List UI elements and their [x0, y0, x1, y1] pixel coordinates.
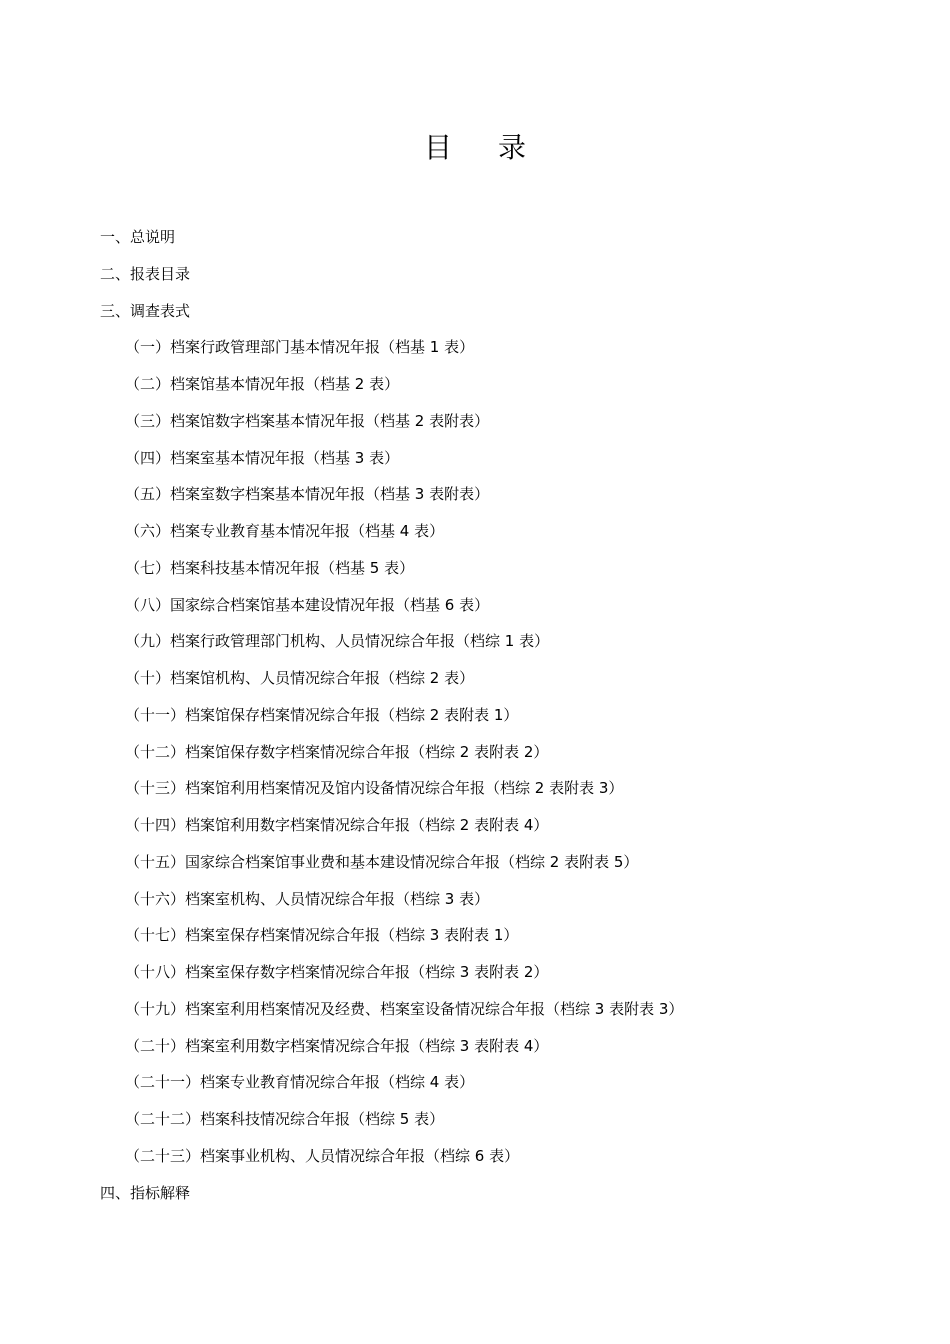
- toc-subsection-entry: （二十）档案室利用数字档案情况综合年报（档综 3 表附表 4）: [125, 1036, 549, 1055]
- toc-subsection-entry: （八）国家综合档案馆基本建设情况年报（档基 6 表）: [125, 595, 490, 614]
- toc-subsection-entry: （十八）档案室保存数字档案情况综合年报（档综 3 表附表 2）: [125, 963, 549, 981]
- toc-section-entry: 三、调查表式: [100, 301, 191, 320]
- table-of-contents: [100, 223, 900, 1215]
- toc-subsection-entry: （十九）档案室利用档案情况及经费、档案室设备情况综合年报（档综 3 表附表 3）: [125, 999, 684, 1018]
- toc-subsection-entry: （六）档案专业教育基本情况年报（档基 4 表）: [125, 522, 445, 540]
- toc-subsection-entry: （十三）档案馆利用档案情况及馆内设备情况综合年报（档综 2 表附表 3）: [125, 779, 624, 798]
- toc-subsection-entry: （十六）档案室机构、人员情况综合年报（档综 3 表）: [125, 889, 490, 908]
- toc-section-entry: 四、指标解释: [100, 1183, 191, 1202]
- toc-subsection-entry: （二）档案馆基本情况年报（档基 2 表）: [125, 375, 400, 393]
- toc-subsection-entry: （一）档案行政管理部门基本情况年报（档基 1 表）: [125, 338, 475, 357]
- toc-subsection-entry: （五）档案室数字档案基本情况年报（档基 3 表附表）: [125, 485, 490, 504]
- toc-subsection-entry: （二十一）档案专业教育情况综合年报（档综 4 表）: [125, 1073, 475, 1092]
- toc-subsection-entry: （二十二）档案科技情况综合年报（档综 5 表）: [125, 1110, 445, 1128]
- toc-subsection-entry: （十五）国家综合档案馆事业费和基本建设情况综合年报（档综 2 表附表 5）: [125, 852, 639, 871]
- toc-subsection-entry: （三）档案馆数字档案基本情况年报（档基 2 表附表）: [125, 411, 490, 430]
- page-title-char-1: 目: [423, 131, 452, 164]
- toc-subsection-entry: （十）档案馆机构、人员情况综合年报（档综 2 表）: [125, 669, 475, 687]
- toc-section-entry: 二、报表目录: [100, 264, 191, 283]
- page-title-char-2: 录: [498, 131, 527, 164]
- toc-subsection-entry: （九）档案行政管理部门机构、人员情况综合年报（档综 1 表）: [125, 632, 550, 651]
- toc-subsection-entry: （十二）档案馆保存数字档案情况综合年报（档综 2 表附表 2）: [125, 742, 549, 761]
- toc-subsection-entry: （十一）档案馆保存档案情况综合年报（档综 2 表附表 1）: [125, 705, 519, 724]
- toc-section-entry: 一、总说明: [100, 228, 176, 246]
- toc-subsection-entry: （十七）档案室保存档案情况综合年报（档综 3 表附表 1）: [125, 926, 519, 945]
- toc-subsection-entry: （七）档案科技基本情况年报（档基 5 表）: [125, 558, 415, 577]
- page-title: [0, 128, 950, 168]
- toc-subsection-entry: （四）档案室基本情况年报（档基 3 表）: [125, 448, 400, 467]
- toc-subsection-entry: （二十三）档案事业机构、人员情况综合年报（档综 6 表）: [125, 1146, 520, 1165]
- toc-subsection-entry: （十四）档案馆利用数字档案情况综合年报（档综 2 表附表 4）: [125, 816, 549, 834]
